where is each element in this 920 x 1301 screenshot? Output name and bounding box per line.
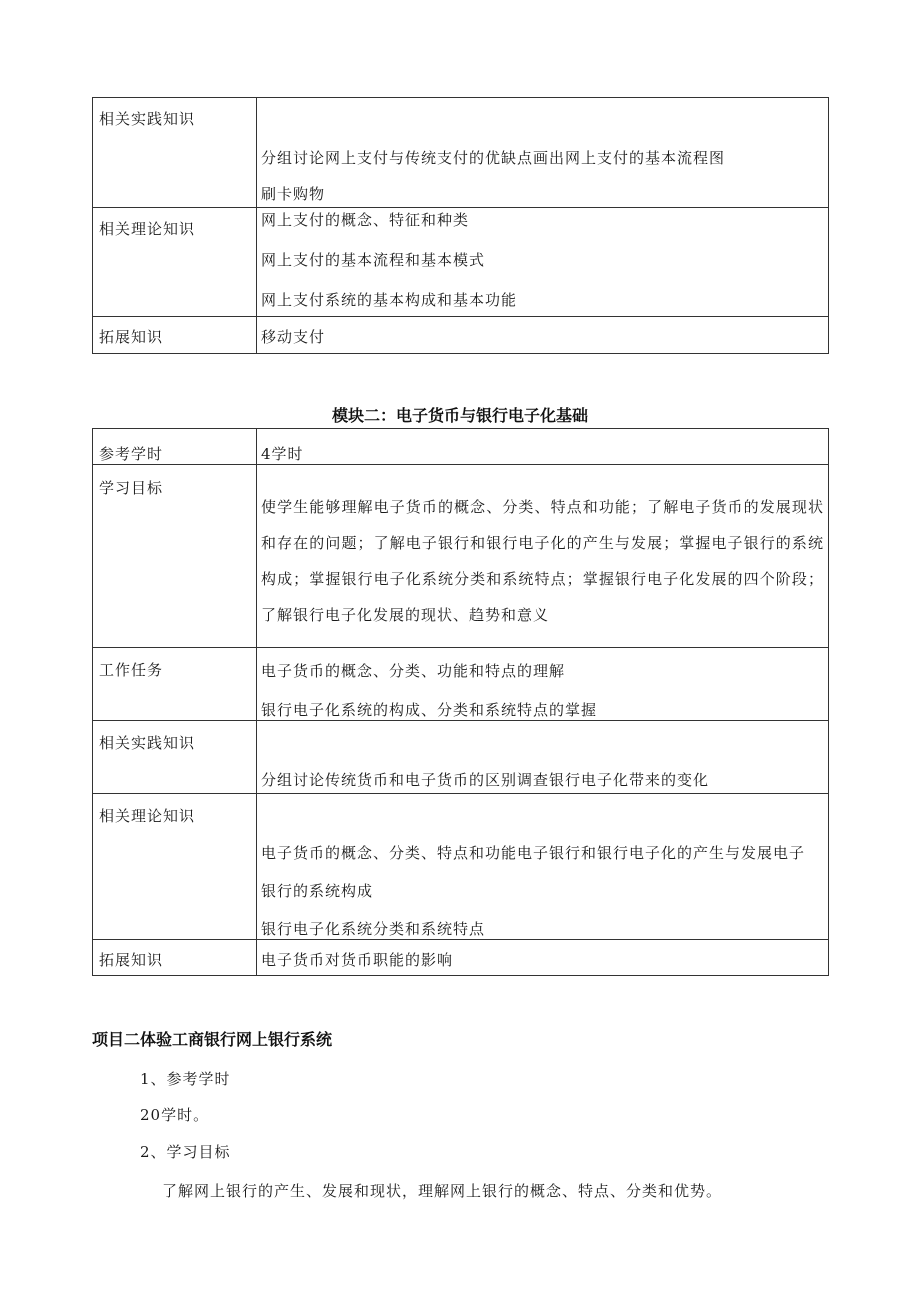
row-label-text: 工作任务	[99, 661, 164, 679]
table-row	[93, 317, 829, 354]
row-content	[257, 794, 829, 940]
row-content	[257, 98, 829, 208]
table-row	[93, 208, 829, 317]
row-label	[93, 465, 257, 648]
row-label	[93, 98, 257, 208]
content-line: 网上支付的基本流程和基本模式	[261, 251, 486, 269]
row-label-text: 拓展知识	[99, 328, 164, 346]
content-line: 网上支付系统的基本构成和基本功能	[261, 291, 518, 309]
row-content	[257, 721, 829, 794]
table-row	[93, 794, 829, 940]
table-row	[93, 465, 829, 648]
table-row	[93, 98, 829, 208]
module2-title: 模块二：电子货币与银行电子化基础	[331, 406, 588, 425]
paragraph: 20学时。	[140, 1106, 210, 1124]
row-label-text: 学习目标	[99, 479, 164, 497]
row-label	[93, 794, 257, 940]
row-label	[93, 317, 257, 354]
content-line: 电子货币对货币职能的影响	[261, 951, 454, 969]
row-label-text: 相关实践知识	[99, 110, 196, 128]
content-line: 刷卡购物	[261, 185, 326, 203]
content-line: 分组讨论传统货币和电子货币的区别调查银行电子化带来的变化	[261, 771, 710, 789]
table-row	[93, 648, 829, 721]
row-label	[93, 940, 257, 976]
section-heading: 2、学习目标	[140, 1143, 231, 1161]
row-label	[93, 429, 257, 465]
row-content	[257, 648, 829, 721]
row-label-text: 相关实践知识	[99, 734, 196, 752]
content-line: 网上支付的概念、特征和种类	[261, 211, 470, 229]
table-row	[93, 429, 829, 465]
table-row	[93, 940, 829, 976]
row-label-text: 相关理论知识	[99, 807, 196, 825]
module1-table-continued	[92, 97, 829, 354]
row-content	[257, 429, 829, 465]
row-label-text: 相关理论知识	[99, 220, 196, 238]
row-label-text: 拓展知识	[99, 951, 164, 969]
content-line: 银行的系统构成	[261, 882, 374, 900]
content-line: 银行电子化系统分类和系统特点	[261, 920, 486, 938]
content-line: 银行电子化系统的构成、分类和系统特点的掌握	[261, 701, 598, 719]
content-line: 电子货币的概念、分类、功能和特点的理解	[261, 662, 566, 680]
project2-title: 项目二体验工商银行网上银行系统	[92, 1030, 333, 1049]
content-line: 4学时	[261, 445, 304, 463]
content-line: 电子货币的概念、分类、特点和功能电子银行和银行电子化的产生与发展电子	[261, 844, 806, 862]
section-heading: 1、参考学时	[140, 1070, 231, 1088]
row-label-text: 参考学时	[99, 445, 164, 463]
content-line: 移动支付	[261, 328, 326, 346]
row-label	[93, 648, 257, 721]
row-label	[93, 721, 257, 794]
row-content	[257, 208, 829, 317]
learning-goal-text: 使学生能够理解电子货币的概念、分类、特点和功能；了解电子货币的发展现状和存在的问题；了解电子银行和银行电子化的产生与发展；掌握电子银行的系统构成；掌握银行电子化系统分类和系统特点；掌握银行电子化发展的四个阶段；了解银行电子化发展的现状、趋势和意义	[261, 498, 824, 624]
module2-table	[92, 428, 829, 976]
row-content	[257, 317, 829, 354]
row-content	[257, 465, 829, 648]
row-content	[257, 940, 829, 976]
content-line: 分组讨论网上支付与传统支付的优缺点画出网上支付的基本流程图	[261, 149, 726, 167]
paragraph: 了解网上银行的产生、发展和现状，理解网上银行的概念、特点、分类和优势。	[162, 1182, 723, 1200]
table-row	[93, 721, 829, 794]
row-label	[93, 208, 257, 317]
